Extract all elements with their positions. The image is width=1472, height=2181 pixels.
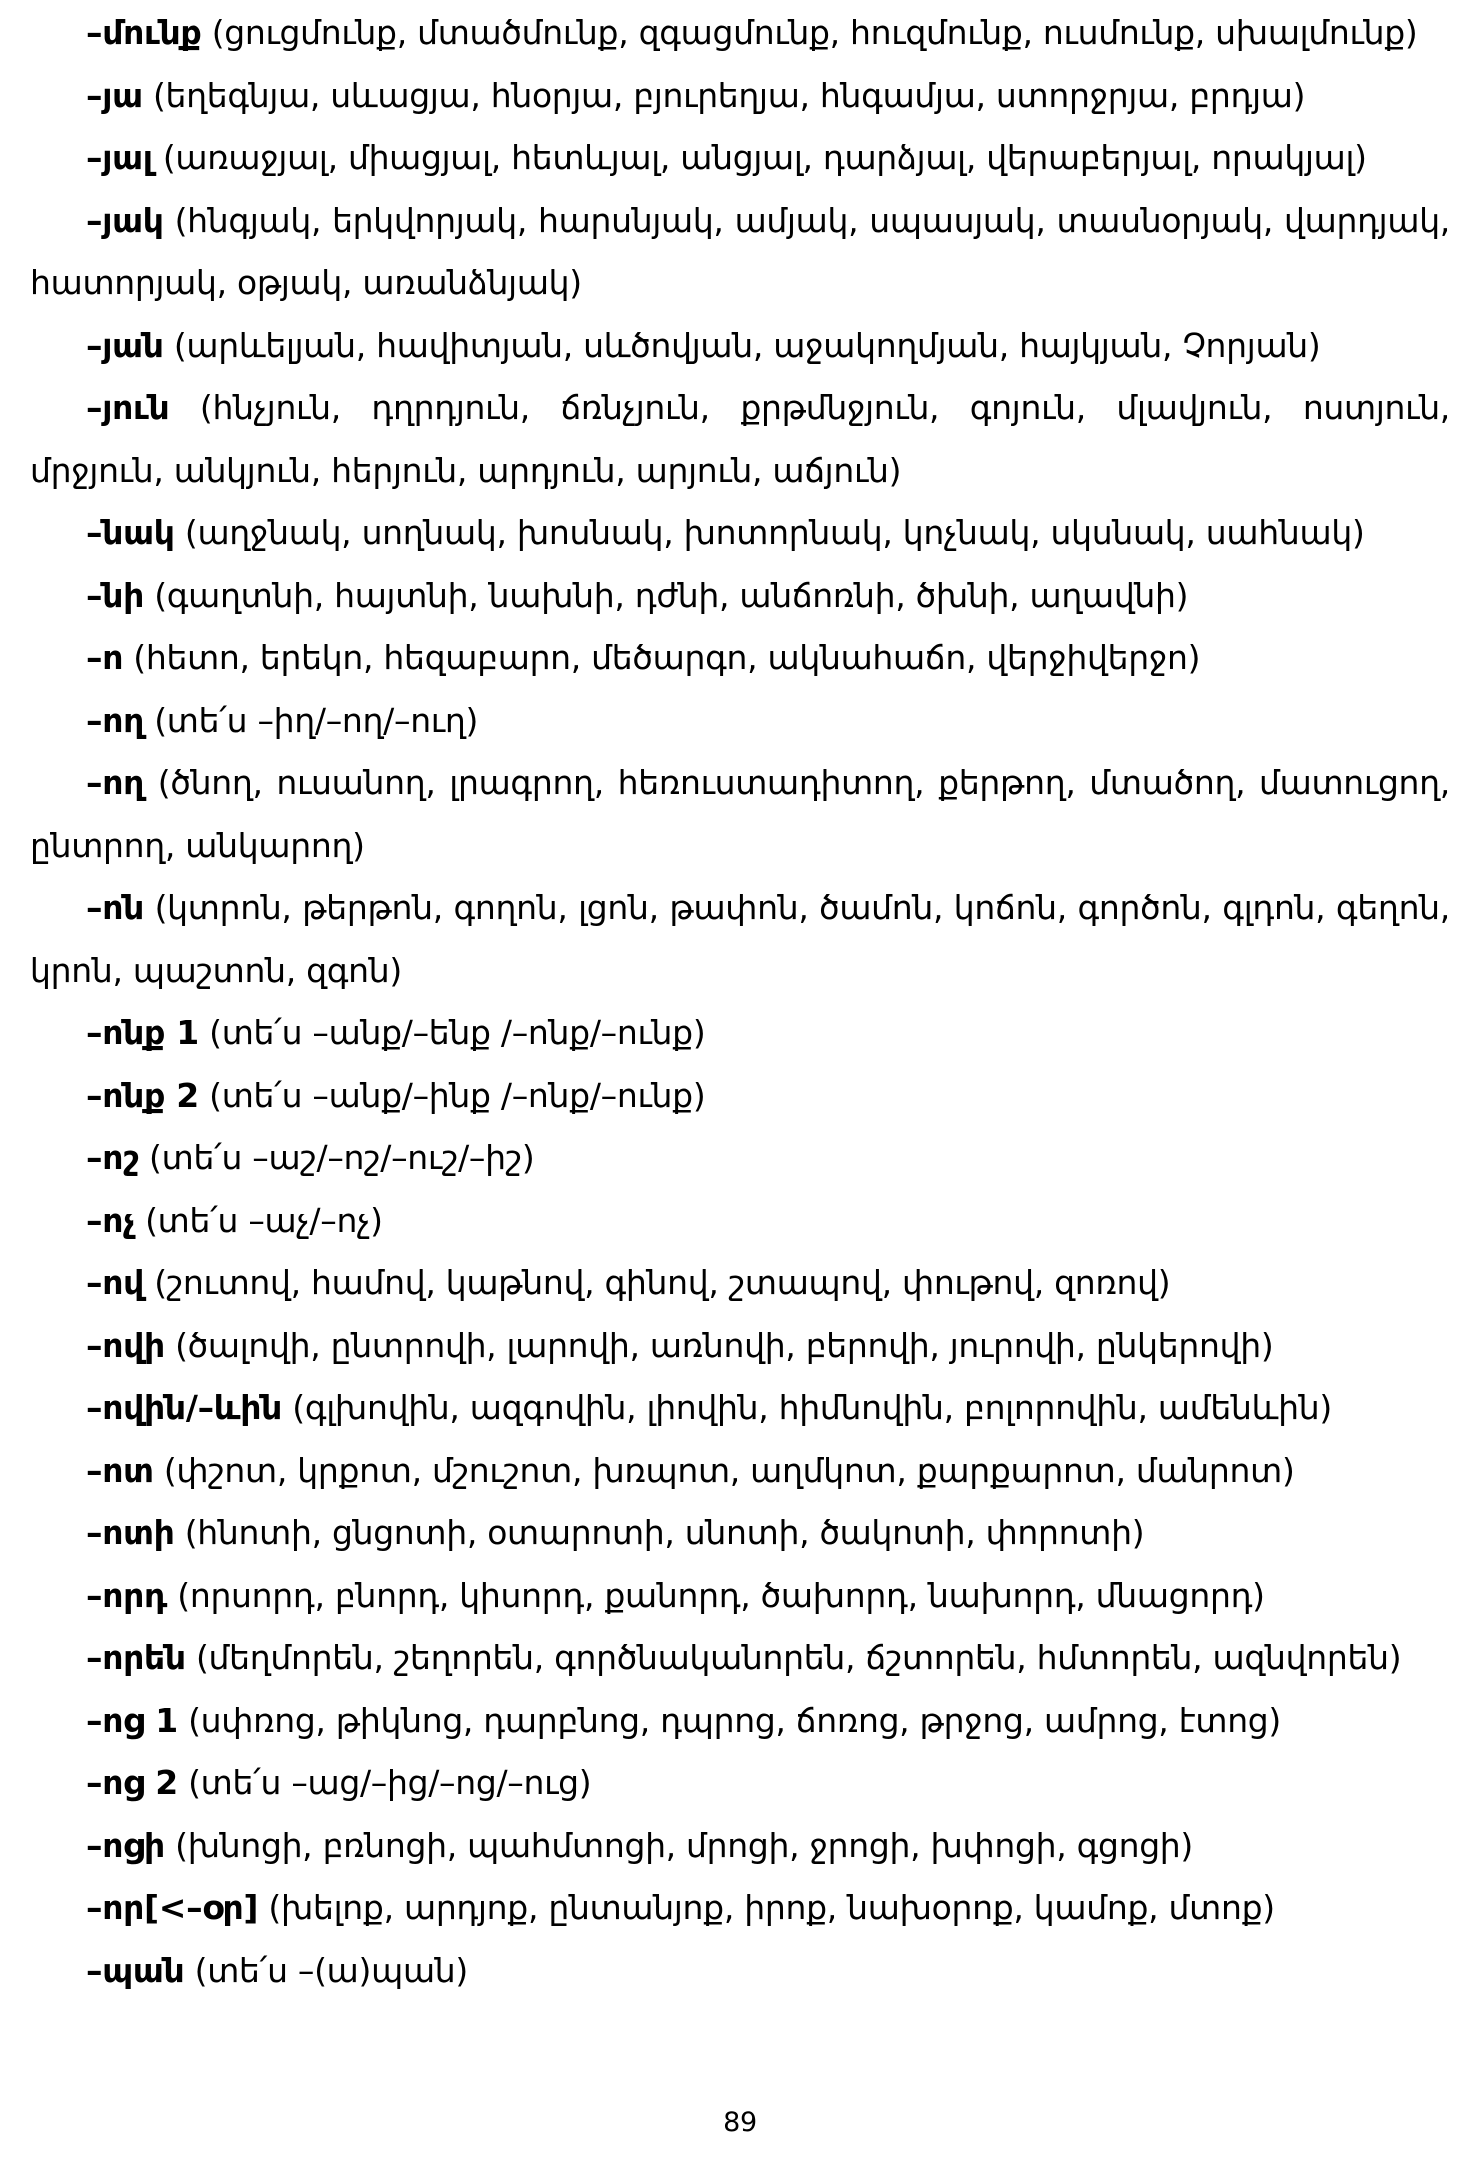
dictionary-entry bbox=[30, 1502, 1450, 1565]
entry-suffix: –յակ bbox=[86, 200, 164, 240]
dictionary-entry bbox=[30, 1565, 1450, 1628]
entry-examples: (հնգյակ, երկվորյակ, հարսնյակ, ամյակ, սպասյակ, տասնօրյակ, վարդյակ, հատորյակ, օթյակ, առանձնյակ) bbox=[30, 200, 1450, 302]
dictionary-entry bbox=[30, 1815, 1450, 1878]
entry-examples: (հնոտի, ցնցոտի, օտարոտի, սնոտի, ծակոտի, փորոտի) bbox=[174, 1513, 1145, 1552]
dictionary-entry bbox=[30, 1440, 1450, 1503]
page-number: 89 bbox=[723, 2107, 757, 2138]
entry-suffix: –ոշ bbox=[86, 1138, 139, 1177]
entry-suffix: –ող bbox=[86, 763, 145, 802]
dictionary-entry bbox=[30, 190, 1450, 315]
entry-examples: (ծալովի, ընտրովի, լարովի, առնովի, բերովի, յուրովի, ընկերովի) bbox=[164, 1325, 1274, 1365]
dictionary-entry bbox=[30, 377, 1450, 502]
entry-suffix: –յալ bbox=[86, 138, 153, 177]
entry-suffix: –պան bbox=[86, 1950, 185, 1990]
entry-suffix: –ոց 2 bbox=[86, 1763, 178, 1802]
entry-suffix: –ոն bbox=[86, 888, 145, 927]
entry-suffix: –ովի bbox=[86, 1325, 165, 1365]
dictionary-entry bbox=[30, 127, 1450, 190]
dictionary-entry bbox=[30, 1127, 1450, 1190]
entry-examples: (գաղտնի, հայտնի, նախնի, դժնի, անճոռնի, ծխնի, աղավնի) bbox=[144, 575, 1189, 615]
entry-examples: (որսորդ, բնորդ, կիսորդ, քանորդ, ծախորդ, նախորդ, մնացորդ) bbox=[167, 1575, 1265, 1615]
entry-examples: (եղեգնյա, սևացյա, հնօրյա, բյուրեղյա, հնգամյա, ստորջրյա, բրդյա) bbox=[142, 75, 1306, 115]
entry-suffix: –ոտ bbox=[86, 1450, 154, 1490]
entry-examples: (գլխովին, ազգովին, լիովին, հիմնովին, բոլորովին, ամենևին) bbox=[282, 1388, 1332, 1427]
dictionary-entry bbox=[30, 502, 1450, 565]
entry-examples: (տե՛ս –անք/–ենք /–ոնք/–ունք) bbox=[198, 1013, 706, 1052]
entry-examples: (արևելյան, հավիտյան, սևծովյան, աջակողմյան, հայկյան, Չորյան) bbox=[163, 325, 1321, 365]
entry-suffix: –մունք bbox=[86, 13, 202, 52]
entry-suffix: –ոց 1 bbox=[86, 1700, 178, 1740]
dictionary-entry bbox=[30, 1252, 1450, 1315]
entry-examples: (մեղմորեն, շեղորեն, գործնականորեն, ճշտորեն, հմտորեն, ազնվորեն) bbox=[185, 1638, 1402, 1677]
entry-examples: (կտրոն, թերթոն, գողոն, լցոն, թափոն, ծամոն, կոճոն, գործոն, գլդոն, գեղոն, կրոն, պաշտոն, զգոն) bbox=[30, 888, 1450, 990]
entry-examples: (տե՛ս –իղ/–ող/–ուղ) bbox=[144, 700, 479, 740]
entry-examples: (առաջյալ, միացյալ, հետևյալ, անցյալ, դարձյալ, վերաբերյալ, որակյալ) bbox=[152, 138, 1367, 177]
entry-suffix: –ոնք 1 bbox=[86, 1013, 199, 1052]
dictionary-entry bbox=[30, 1690, 1450, 1753]
entry-suffix: –յան bbox=[86, 325, 164, 365]
entry-examples: (տե՛ս –աց/–ից/–ոց/–ուց) bbox=[177, 1763, 592, 1802]
entry-suffix: –նի bbox=[86, 575, 145, 615]
entry-examples: (տե՛ս –անք/–ինք /–ոնք/–ունք) bbox=[198, 1075, 706, 1115]
entry-examples: (ցուցմունք, մտածմունք, զգացմունք, հուզմունք, ուսմունք, սխալմունք) bbox=[201, 13, 1418, 52]
entry-suffix: –նակ bbox=[86, 513, 175, 552]
entry-suffix: –որեն bbox=[86, 1638, 186, 1677]
dictionary-entry bbox=[30, 1940, 1450, 2003]
dictionary-entry bbox=[30, 1315, 1450, 1378]
entry-examples: (տե՛ս –(ա)պան) bbox=[184, 1950, 468, 1990]
dictionary-entry bbox=[30, 877, 1450, 1002]
entry-examples: (խնոցի, բռնոցի, պահմտոցի, մրոցի, ջրոցի, խփոցի, գցոցի) bbox=[164, 1825, 1193, 1865]
entry-examples: (հետո, երեկո, հեզաբարո, մեծարգո, ակնահաճո, վերջիվերջո) bbox=[123, 638, 1201, 677]
entry-examples: (հնչյուն, դղրդյուն, ճռնչյուն, քրթմնջյուն, գոյուն, մլավյուն, ոստյուն, մրջյուն, անկյուն, հերյուն, արդյուն, արյուն, աճյուն) bbox=[30, 388, 1450, 490]
dictionary-entry bbox=[30, 315, 1450, 378]
dictionary-entry bbox=[30, 1190, 1450, 1253]
entry-examples: (փշոտ, կրքոտ, մշուշոտ, խռպոտ, աղմկոտ, քարքարոտ, մանրոտ) bbox=[153, 1450, 1295, 1490]
document-page bbox=[30, 0, 1450, 2181]
entry-suffix: –որ[<–օր] bbox=[86, 1888, 259, 1927]
dictionary-entry bbox=[30, 752, 1450, 877]
entry-examples: (ծնող, ուսանող, լրագրող, հեռուստադիտող, քերթող, մտածող, մատուցող, ընտրող, անկարող) bbox=[30, 763, 1450, 865]
dictionary-entry bbox=[30, 1065, 1450, 1128]
entry-suffix: –ող bbox=[86, 700, 145, 740]
entry-suffix: –ոնք 2 bbox=[86, 1075, 199, 1115]
entry-suffix: –ովին/–ևին bbox=[86, 1388, 283, 1427]
dictionary-entry bbox=[30, 65, 1450, 128]
dictionary-entry bbox=[30, 1377, 1450, 1440]
entry-suffix: –որդ bbox=[86, 1575, 168, 1615]
entry-suffix: –յա bbox=[86, 75, 143, 115]
entries-list bbox=[30, 2, 1450, 2002]
dictionary-entry bbox=[30, 1627, 1450, 1690]
entry-examples: (սփռոց, թիկնոց, դարբնոց, դպրոց, ճոռոց, թրջոց, ամրոց, էտոց) bbox=[177, 1700, 1281, 1740]
entry-suffix: –ոցի bbox=[86, 1825, 165, 1865]
entry-suffix: –ո bbox=[86, 638, 124, 677]
dictionary-entry bbox=[30, 1002, 1450, 1065]
dictionary-entry bbox=[30, 1752, 1450, 1815]
dictionary-entry bbox=[30, 1877, 1450, 1940]
entry-examples: (տե՛ս –աշ/–ոշ/–ուշ/–իշ) bbox=[138, 1138, 535, 1177]
dictionary-entry bbox=[30, 2, 1450, 65]
dictionary-entry bbox=[30, 565, 1450, 628]
entry-examples: (աղջնակ, սողնակ, խոսնակ, խոտորնակ, կոչնակ, սկսնակ, սահնակ) bbox=[174, 513, 1365, 552]
entry-suffix: –ով bbox=[86, 1263, 145, 1302]
entry-examples: (շուտով, համով, կաթնով, գինով, շտապով, փութով, զոռով) bbox=[144, 1263, 1171, 1302]
entry-suffix: –յուն bbox=[86, 388, 170, 427]
entry-suffix: –ոչ bbox=[86, 1200, 135, 1240]
dictionary-entry bbox=[30, 690, 1450, 753]
entry-examples: (տե՛ս –աչ/–ոչ) bbox=[134, 1200, 383, 1240]
entry-examples: (խելոք, արդյոք, ընտանյոք, իրոք, նախօրոք, կամոք, մտոք) bbox=[258, 1888, 1275, 1927]
entry-suffix: –ոտի bbox=[86, 1513, 175, 1552]
dictionary-entry bbox=[30, 627, 1450, 690]
